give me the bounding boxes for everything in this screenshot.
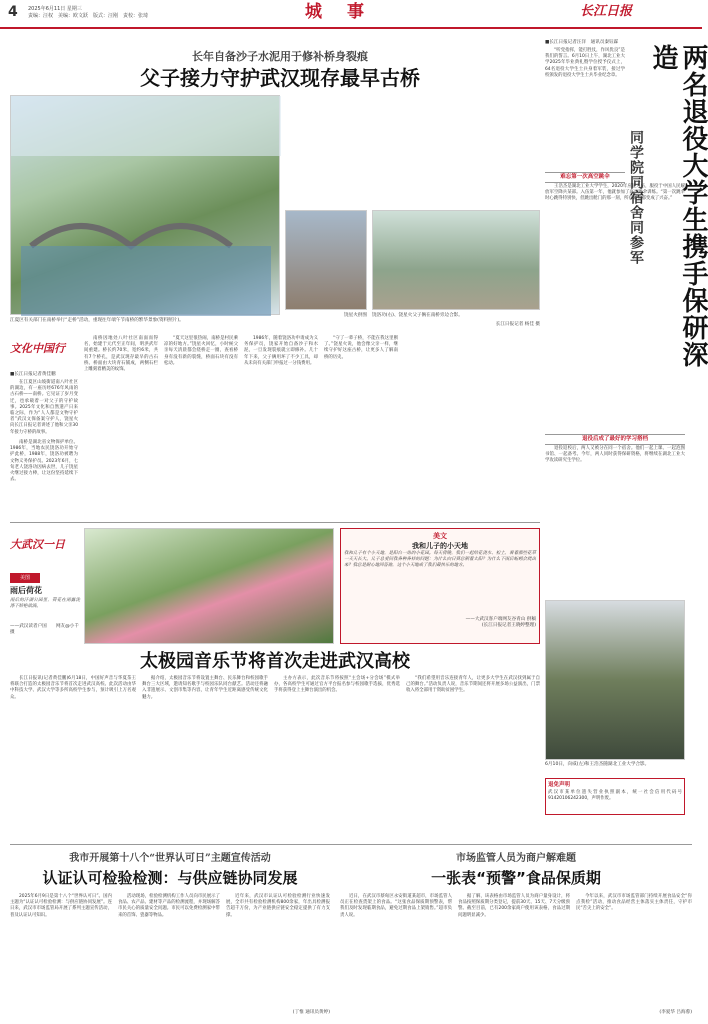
- section-rule-1: [10, 522, 540, 523]
- br-credit: (李爱华 吕海蓉): [659, 1010, 692, 1015]
- right-col-3: [545, 446, 685, 596]
- top-reporter: ■长江日报记者黄佳鹏: [10, 372, 56, 377]
- bottom-left-kicker: 我市开展第十八个“世界认可日”主题宣传活动: [69, 853, 271, 864]
- portrait-credit: 饶星火供图: [344, 313, 367, 318]
- editors-line: 责编：汪权 美编：欧文跃 版式：汪刚 责校：张琦: [28, 13, 149, 19]
- br-col2-text: 据了解，该表格由市场监管人员为商户量身设计，将食品按照保质期分类登记，提前30天、15天、7天分级预警。截至目前，已有200余家商户使用该表格，食品过期问题明显减少。: [458, 894, 570, 918]
- br-col3-text: 今年以来，武汉市市场监管部门持续开展食品安全“你点我检”活动，推动食品经营主体落实主体责任，守护市民“舌尖上的安全”。: [576, 894, 692, 912]
- essay-title: 我和儿子的小天地: [412, 542, 468, 550]
- right-col-2: [545, 184, 685, 430]
- beauty-tag: 美图: [10, 573, 40, 583]
- music-col3-text: 主办方表示，此次音乐节将按照“主会场+分会场”模式举办，各高校学生可通过官方平台报名参与校园歌手选拔，优秀选手将获得登上主舞台演出的机会。: [274, 676, 400, 694]
- right-subhead-2: 退役后成了最好的学习搭档: [545, 434, 685, 445]
- top-col3-text: 南桥因地处八叶社区南面而得名，始建于元代至正年间，明洪武年间重建。桥长约70米，宽约6米，共有7个桥孔，是武汉现存最早的古石桥。桥面由大块青石铺成，两侧石栏上雕刻着精美的纹饰。: [84, 336, 158, 373]
- bottom-right-kicker: 市场监管人员为商户解难题: [456, 853, 576, 864]
- essay-credit: ——大武汉客户端网友谷青山 供稿: [465, 617, 536, 622]
- bl-col1-text: 2025年6月9日是第十八个“世界认可日”。国内主题为“认证认可检验检测：与供应链协同发展”。连日来，武汉市市场监管局开展了系列主题宣传活动，普及认证认可知识。: [10, 894, 112, 918]
- music-col-4: [406, 676, 540, 840]
- masthead-rule: [0, 27, 702, 29]
- top-col-1b: [10, 440, 78, 520]
- bl-col3-text: 近年来，武汉市认证认可检验检测行业快速发展，全市共有检验检测机构800余家，年出具检测报告超千万份，为产业链供应链安全稳定提供了有力支撑。: [226, 894, 330, 918]
- top-col1-text: 在江夏区山坡街道南八叶社区的湖边，有一座历经676年风雨的古石桥——南桥。它见证了岁月变迁，也承载着一对父子的守护故事。2025年文化和自然遗产日来临之际，作为“人人都是文物守护者”武汉文保备案守护人，饶星火向长江日报记者讲述了他和父亲30年接力守桥的故事。: [10, 380, 78, 435]
- music-col-1: [10, 676, 136, 840]
- father-son-caption: 饶洛功(右)、饶星火父子俩在南桥旁边合影。: [372, 313, 463, 318]
- top-photo-caption: 江夏区有关部门在南桥举行“走桥”活动，重现往年端午节南桥的繁华景象(资料照片)。: [10, 318, 184, 323]
- essay-box: [340, 528, 540, 644]
- right-col-1: [545, 48, 625, 166]
- veterans-photo: [545, 600, 685, 760]
- bridge-illustration: [11, 96, 281, 316]
- newspaper-logo: 长江日报: [580, 4, 633, 19]
- issue-date: [28, 6, 148, 20]
- father-son-photo: [372, 210, 540, 310]
- notice-box: [545, 778, 685, 815]
- top-kicker: 长年自备沙子水泥用于修补桥身裂痕: [192, 50, 368, 63]
- music-headline: 太极园音乐节将首次走进武汉高校: [140, 651, 410, 672]
- bl-col-2: [118, 894, 220, 1014]
- section-rule-2: [10, 844, 692, 845]
- br-col1-text: 近日，在武汉市蔡甸区永安街道某超市，市场监管人员正在检查货架上的食品。“这张食品保质期预警表，帮我们及时发现临期食品，避免过期食品上架销售。”超市负责人说。: [340, 894, 452, 918]
- bridge-festival-photo: [10, 95, 280, 315]
- portrait-photo: [285, 210, 367, 310]
- br-col-3: [576, 894, 692, 1004]
- bl-col-1: [10, 894, 112, 1014]
- right-col1-text: “听党指挥，能打胜仗，作风优良”是我们的誓言。6月10日上午，湖北工业大学2025年毕业典礼暨学位授予仪式上，64名退役大学生士兵身着军装，接过学校颁发的退役大学生士兵毕业纪念章。: [545, 48, 625, 78]
- lotus-photo: [84, 528, 334, 644]
- top-col5-text: 1986年，随着饶洛功申请成为义务保护员，饶家开始自备沙子和水泥，一旦发现裂痕就立即修补。几十年下来，父子俩用坏了不少工具，却从未向有关部门申报过一分钱费用。: [244, 336, 318, 366]
- page-number: 4: [8, 4, 18, 20]
- bl-col2-text: 活动现场，检验检测机构工作人员向市民展示了食品、农产品、建材等产品的检测流程，并现场解答市民关心的质量安全问题。市民可以免费检测家中带来的首饰、瓷器等物品。: [118, 894, 220, 918]
- dwh-logo: 大武汉一日: [10, 538, 65, 551]
- top-col2-text: 南桥是湖北省文物保护单位。1986年，当地农民饶洛功开始守护此桥，1988年，饶洛功被聘为文物义务保护员。2023年6月，七旬老人饶洛功因病去世，儿子饶星火继过接力棒，让这份坚持延续下去。: [10, 440, 78, 483]
- music-col4-text: “我们希望用音乐连接青年人，让更多大学生在武汉找到属于自己的舞台。”活动负责人说，音乐节期间还将开展多场公益演出，门票收入将全部用于资助贫困学生。: [406, 676, 540, 694]
- essay-source: (长江日报记者王晓婷整理): [481, 623, 536, 628]
- right-headline: 两名退役大学生携手保研深造: [648, 44, 708, 368]
- bottom-right-headline: 一张表“预警”食品保质期: [431, 869, 601, 887]
- right-subtitle: 同学院同宿舍同参军: [628, 130, 644, 265]
- right-col3-text: 退役返校后，两人又被分在同一个宿舍。他们一起上课、一起泡图书馆、一起备考。今年，两人同时获得保研资格，将继续在湖北工业大学攻读研究生学位。: [545, 446, 685, 464]
- right-col2-text: 王浩杰是湖北工业大学学生，2020年应征入伍，服役于中国人民解放军空降兵某部。入伍第一年，他就参加了高空跳伞训练。“第一次跳伞时心跳得特别快，但跳出舱门的那一刻，所有紧张都变成了兴奋。”: [545, 184, 685, 202]
- music-col1-text: 长江日报讯(记者黄佳鹏)6月18日，中国好声音与华夏茶王将联合打造的太极园音乐节将首次走进武汉高校。此次活动由华中科技大学、武汉大学等多所高校学生参与，预计吸引上万名观众。: [10, 676, 136, 700]
- right-reporter: ■长江日报记者汪洋 通讯员秦钰霖: [545, 40, 619, 45]
- notice-text: 武汉市某单位遗失营业执照副本，统一社会信用代码号91420106242300，声明作废。: [548, 790, 682, 802]
- notice-title: 退免声明: [548, 782, 571, 788]
- right-subhead-1: 难忘第一次高空跳伞: [545, 172, 625, 183]
- br-col-2: [458, 894, 570, 1014]
- music-col2-text: 据介绍，太极园音乐节将设置主舞台、民乐舞台和校园歌手舞台三大区域，邀请知名歌手与校园乐队同台献艺。活动还将融入非遗展示、文创市集等内容，让青年学生近距离感受传统文化魅力。: [142, 676, 268, 700]
- top-col-4: [244, 336, 318, 520]
- music-col-2: [142, 676, 268, 840]
- bottom-left-headline: 认证认可检验检测：与供应链协同发展: [42, 869, 298, 887]
- top-headline: 父子接力守护武汉现存最早古桥: [140, 66, 420, 90]
- beauty-poem: 雨后的汗湖公园里，荷花在雨露洗涤下娇艳欲滴。: [10, 598, 80, 610]
- bl-credit: (丁惟 通讯员黄婷): [292, 1010, 330, 1015]
- beauty-title: 雨后荷花: [10, 586, 42, 595]
- veterans-caption: 6月10日，向威(左)和王浩杰随湖北工业大学合影。: [545, 762, 650, 767]
- top-col4-text: “夏天这里很热闹，南桥是村民乘凉的好地方。”饶星火回忆，小时候父亲每天清晨都会绕桥走一圈，查看桥身有没有新的裂缝，桥面石块有没有松动。: [164, 336, 238, 366]
- top-col-3: [164, 336, 238, 520]
- culture-logo: 文化中国行: [10, 342, 65, 355]
- essay-box-label: 美文: [433, 532, 447, 540]
- music-col-3: [274, 676, 400, 840]
- section-title: 城 事: [305, 2, 368, 22]
- top-col6-text: “守了一辈子桥，不能在我这里断了。”饶星火说，他会像父亲一样，继续守护好这座古桥，让更多人了解南桥的历史。: [324, 336, 398, 360]
- br-col-1: [340, 894, 452, 1014]
- beauty-credit: ——武汉读者户国 网友@小千 摄: [10, 624, 79, 635]
- essay-text: 我和儿子有个小天地，是阳台一角的小花园。每天傍晚，我们一起给花浇水、松土，看着那些花草一天天长大。儿子总爱问我各种各样的问题：为什么向日葵总朝着太阳？为什么下雨后蚯蚓会爬出来？我总是耐心地回答他，这个小天地成了我们最快乐的地方。: [344, 551, 536, 569]
- date-line: 2025年6月11日 星期三: [28, 6, 82, 12]
- top-col-2: [84, 336, 158, 520]
- bl-col-3: [226, 894, 330, 1004]
- top-col-5: [324, 336, 398, 520]
- father-son-credit: 长江日报记者 杨佳 摄: [495, 322, 540, 327]
